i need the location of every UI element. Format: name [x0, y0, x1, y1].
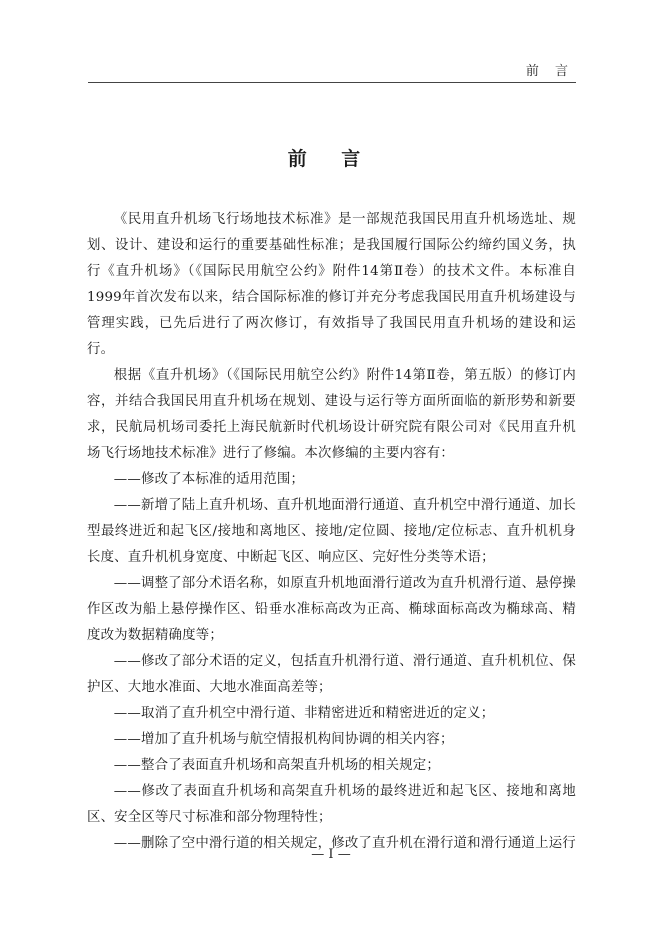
running-header-title: 前 言: [525, 64, 574, 79]
running-header: [88, 58, 576, 83]
list-item: ——新增了陆上直升机场、直升机地面滑行通道、直升机空中滑行通道、加长型最终进近和起飞区/接地和离地区、接地/定位圆、接地/定位标志、直升机机身长度、直升机机身宽度、中断起飞区、响应区、完好性分类等术语；: [87, 498, 576, 565]
list-item: ——修改了表面直升机场和高架直升机场的最终进近和起飞区、接地和离地区、安全区等尺寸标准和部分物理特性；: [87, 784, 576, 825]
body-text: [87, 207, 576, 857]
list-item: ——取消了直升机空中滑行道、非精密进近和精密进近的定义；: [113, 706, 495, 721]
list-item: ——修改了部分术语的定义，包括直升机滑行道、滑行通道、直升机机位、保护区、大地水准面、大地水准面高差等；: [87, 654, 576, 695]
list-item: ——删除了空中滑行道的相关规定，修改了直升机在滑行道和滑行通道上运行: [113, 836, 576, 851]
list-item: ——调整了部分术语名称，如原直升机地面滑行道改为直升机滑行道、悬停操作区改为船上悬停操作区、铅垂水准标高改为正高、椭球面标高改为椭球高、精度改为数据精确度等；: [87, 576, 576, 643]
page-number: — Ⅰ —: [311, 847, 351, 862]
list-item: ——增加了直升机场与航空情报机构间协调的相关内容；: [113, 732, 454, 747]
paragraph: 根据《直升机场》（《国际民用航空公约》附件14第Ⅱ卷，第五版）的修订内容，并结合我国民用直升机场在规划、建设与运行等方面所面临的新形势和新要求，民航局机场司委托上海民航新时代机场设计研究院有限公司对《民用直升机场飞行场地技术标准》进行了修编。本次修编的主要内容有：: [87, 368, 576, 461]
page-title: 前 言: [287, 148, 375, 170]
paragraph: 《民用直升机场飞行场地技术标准》是一部规范我国民用直升机场选址、规划、设计、建设和运行的重要基础性标准；是我国履行国际公约缔约国义务，执行《直升机场》（《国际民用航空公约》附件14第Ⅱ卷）的技术文件。本标准自1999年首次发布以来，结合国际标准的修订并充分考虑我国民用直升机场建设与管理实践，已先后进行了两次修订，有效指导了我国民用直升机场的建设和运行。: [87, 212, 576, 357]
list-item: ——整合了表面直升机场和高架直升机场的相关规定；: [113, 758, 440, 773]
list-item: ——修改了本标准的适用范围；: [113, 472, 305, 487]
